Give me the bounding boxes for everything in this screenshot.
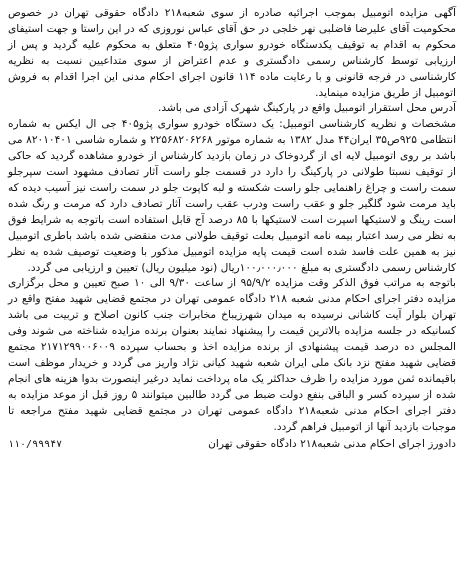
- vehicle-location-paragraph: آدرس محل استقرار اتومبیل واقع در پارکینگ شهرک آزادی می باشد.: [157, 102, 456, 115]
- vehicle-specs-paragraph: مشخصات و نظریه کارشناسی اتومبیل: یک دستگاه خودرو سواری پژو۴۰۵ جی ال ایکس به شماره انتظامی ۹۲۵ص۳۵ ایران۴۴ مدل ۱۳۸۲ به شماره موتور ۲۲۵۶۸۲۰۶۲۶۸ و شماره شاسی ۸۲۰۱۰۴۰۱ می باشد بر روی اتومبیل لایه ای از گردوخاک در زمان بازدید کارشناس از خودرو مشاهده گردید که حاکی از توقیف نسبتا طولانی در پارکینگ را دارد در قسمت جلو راست آثار تصادف مشهود است سپرجلو سمت راست و چراغ راهنمایی جلو راست شکسته و لبه کاپوت جلو در سمت راست نیز آسیب دیده که باید مرمت شود گلگیر جلو و عقب راست ودرب عقب راست آثار تصادف دارد که مرمت و رنگ شده است رینگ و لاستیکها اسپرت است لاستیکها با ۸۵ درصد آج قابل استفاده است باتوجه به شرایط فوق به نظر می رسد اعتبار بیمه نامه اتومبیل بعلت توقیف طولانی مدت منقضی شده باشد باطری اتومبیل نیز به همین علت فاسد شده است قیمت پایه مزایده اتومبیل مذکور با وضعیت توصیف شده به نظر کارشناس رسمی دادگستری به مبلغ ۱۰۰٫۰۰۰٫۰۰۰ریال (نود میلیون ریال) تعیین و ارزیابی می گردد.: [8, 118, 457, 274]
- notice-code: ۱۱۰/۹۹۹۴۷: [8, 439, 63, 451]
- issuing-office: دادورز اجرای احکام مدنی شعبه۲۱۸ دادگاه حقوقی تهران: [208, 438, 456, 451]
- notice-footer: [8, 437, 456, 453]
- notice-intro-paragraph: آگهی مزایده اتومبیل بموجب اجرائیه صادره از سوی شعبه۲۱۸ دادگاه حقوقی تهران در خصوص محکومیت آقای علیرضا فاضلبی نهر خلجی در حق آقای عباس نوروزی که در این راستا و جهت استیفای محکوم به اقدام به توقیف یکدستگاه خودرو سواری پژو۴۰۵ متعلق به محکوم علیه گردید و پس از ارزیابی توسط کارشناس رسمی دادگستری و عدم اعتراض از سوی متداعیین نسبت به نظریه کارشناسی در فرجه قانونی و با رعایت ماده ۱۱۴ قانون اجرای احکام مدنی این اجرا اقدام به فروش اتومبیل از طریق مزایده مینماید.: [8, 7, 456, 99]
- auction-terms-paragraph: باتوجه به مراتب فوق الذکر وقت مزایده ۹۵/۹/۲ از ساعت ۹/۳۰ الی ۱۰ صبح تعیین و محل برگزاری مزایده دفتر اجرای احکام مدنی شعبه ۲۱۸ دادگاه عمومی تهران در مجتمع قضایی شهید مفتح واقع در تهران بلوار آیت کاشانی نرسیده به میدان شهرزیباخ مخابرات جنب کانون اصلاح و تربیت می باشد کسانیکه در جلسه مزایده بالاترین قیمت را پیشنهاد نمایند بعنوان برنده مزایده شناخته می شوند وفی المجلس ده درصد قیمت پیشنهادی از برنده مزایده اخذ و بحساب سپرده ۲۱۷۱۲۹۹۰۰۶۰۰۹ مجتمع قضایی شهید مفتح نزد بانک ملی ایران شعبه شهید کیانی نژاد واریز می گردد و خریدار موظف است باقیمانده ثمن مورد مزایده را ظرف حداکثر یک ماه پرداخت نماید درغیر اینصورت بدوا هزینه های انجام شده از سپرده کسر و الباقی بنفع دولت ضبط می گردد طالبین میتوانند ۵ روز قبل از موعد مزایده به دفتر اجرای احکام مدنی شعبه۲۱۸ دادگاه عمومی تهران در مجتمع قضایی شهید مفتح مراجعه تا موجبات بازدید آنها از اتومبیل فراهم گردد.: [8, 277, 457, 433]
